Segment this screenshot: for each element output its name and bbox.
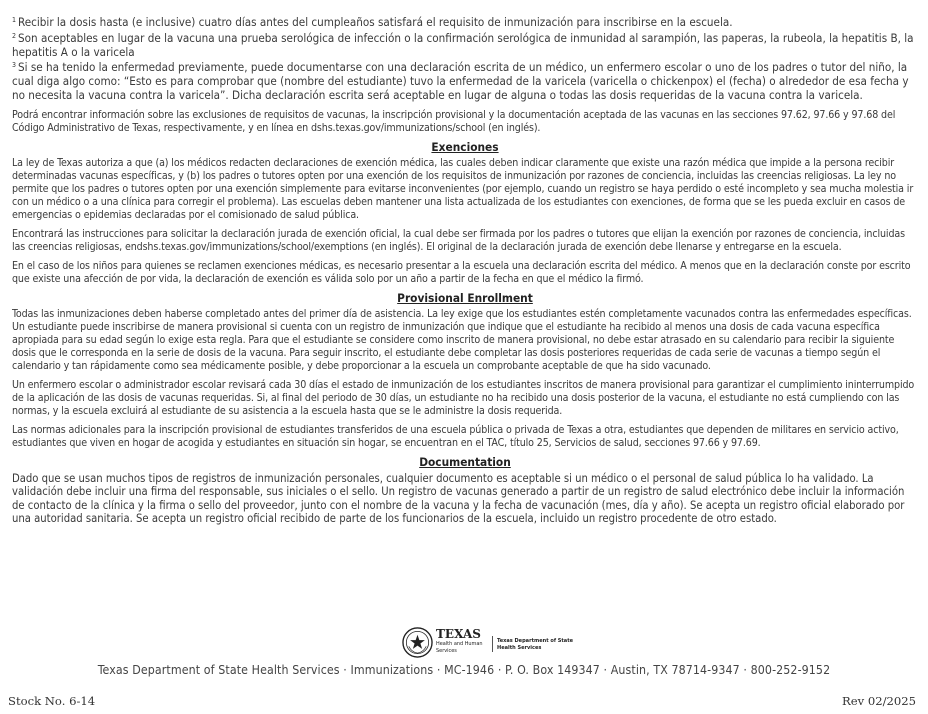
paragraph: La ley de Texas autoriza a que (a) los médicos redacten declaraciones de exención médica, las cuales deben indicar claramente que existe una razón médica que impide a la persona recibir determinadas vacunas específicas, y (b) los padres o tutores opten por una exención de los requisitos de inmunización por razones de conciencia, incluidas las creencias religiosas. La ley no permite que los padres o tutores opten por una exención simplemente para evitarse inconvenientes (por ejemplo, cuando un registro se haya perdido o esté incompleto y sea mucha molestia ir con un médico o a una clínica para corregir el problema). Las escuelas deben mantener una lista actualizada de los estudiantes con exenciones, de forma que se les pueda excluir en casos de emergencias o epidemias declaradas por el comisionado de salud pública. <box>12 156 914 221</box>
footnote-text: Recibir la dosis hasta (e inclusive) cuatro días antes del cumpleaños satisfará el requisito de inmunización para inscribirse en la escuela. <box>18 15 733 29</box>
paragraph: Las normas adicionales para la inscripción provisional de estudiantes transferidos de una escuela pública o privada de Texas a otra, estudiantes que dependen de militares en servicio activo, estudiantes que viven en hogar de acogida y estudiantes en situación sin hogar, se encuentran en el TAC, título 25, Servicios de salud, secciones 97.66 y 97.69. <box>12 423 899 449</box>
paragraph: Un enfermero escolar o administrador escolar revisará cada 30 días el estado de inmunización de los estudiantes inscritos de manera provisional para garantizar el cumplimiento ininterrumpido de la aplicación de las dosis de vacunas requeridas. Si, al final del periodo de 30 días, un estudiante no ha recibido una dosis posterior de la vacuna, el estudiante no está cumpliendo con las normas, y la escuela excluirá al estudiante de su asistencia a la escuela hasta que se le administre la dosis requerida. <box>12 378 915 417</box>
agency-logo <box>0 626 928 660</box>
logo-hhs-label: Health and Human Services <box>436 641 483 654</box>
paragraph: Todas las inmunizaciones deben haberse completado antes del primer día de asistencia. La ley exige que los estudiantes estén completamente vacunados contra las enfermedades específicas. Un estudiante puede inscribirse de manera provisional si cuenta con un registro de inmunización que indique que el estudiante ha recibido al menos una dosis de cada vacuna específica apropiada para su edad según lo exige esta regla. Para que el estudiante se considere como inscrito de manera provisional, no debe estar atrasado en su calendario para recibir la siguiente dosis que le corresponda en la serie de dosis de la vacuna. Para seguir inscrito, el estudiante debe completar las dosis posteriores requeridas de cada serie de vacunas a tiempo según el calendario y tan rápidamente como sea médicamente posible, y debe proporcionar a la escuela un comprobante aceptable de que ha sido vacunado. <box>12 307 912 372</box>
footnote-mark: 1 <box>12 16 17 24</box>
footnote-text: Si se ha tenido la enfermedad previamente, puede documentarse con una declaración escrita de un médico, un enfermero escolar o uno de los padres o tutor del niño, la cual diga algo como: “Esto es para comprobar que (nombre del estudiante) tuvo la enfermedad de la varicela (varicella o chickenpox) el (fecha) o alrededor de esa fecha y no necesita la vacuna contra la varicela”. Dicha declaración escrita será aceptable en lugar de alguna o todas las dosis requeridas de la vacuna contra la varicela. <box>12 60 909 102</box>
footer-address: Texas Department of State Health Services · Immunizations · MC-1946 · P. O. Box 149347 · Austin, TX 78714-9347 · 800-252-9152 <box>97 663 831 677</box>
logo-divider <box>492 636 493 652</box>
stock-number: Stock No. 6-14 <box>8 694 96 708</box>
paragraph: Dado que se usan muchos tipos de registros de inmunización personales, cualquier documento es aceptable si un médico o el personal de salud pública lo ha validado. La validación debe incluir una firma del responsable, sus iniciales o el sello. Un registro de vacunas generado a partir de un registro de salud electrónico debe incluir la información de contacto de la clínica y la firma o sello del proveedor, junto con el nombre de la vacuna y la fecha de vacunación (mes, día y año). Se acepta un registro oficial elaborado por una autoridad sanitaria. Se acepta un registro oficial recibido de parte de los funcionarios de la escuela, incluido un registro procedente de otro estado. <box>12 471 905 525</box>
revision-date: Rev 02/2025 <box>842 694 916 708</box>
logo-texas-wordmark: TEXAS <box>436 627 481 641</box>
logo-dshs-label: Texas Department of State Health Services <box>497 638 574 651</box>
footnote-3 <box>12 59 918 102</box>
footnote-1 <box>12 14 918 30</box>
intro-paragraph: Podrá encontrar información sobre las exclusiones de requisitos de vacunas, la inscripción provisional y la documentación aceptada de las vacunas en las secciones 97.62, 97.66 y 97.68 del Código Administrativo de Texas, respectivamente, y en línea en dshs.texas.gov/immunizations/school (en inglés). <box>12 108 896 134</box>
footnote-mark: 2 <box>12 31 17 40</box>
footnote-2 <box>12 30 918 60</box>
footnote-text: Son aceptables en lugar de la vacuna una prueba serológica de infección o la confirmación serológica de inmunidad al sarampión, las paperas, la rubeola, la hepatitis B, la hepatitis A o la varicela <box>12 30 914 59</box>
section-heading-provisional-enrollment: Provisional Enrollment <box>397 290 533 305</box>
section-heading-exenciones: Exenciones <box>431 139 499 154</box>
texas-seal-icon <box>402 627 433 658</box>
section-heading-documentation: Documentation <box>419 454 511 469</box>
paragraph: Encontrará las instrucciones para solicitar la declaración jurada de exención oficial, la cual debe ser firmada por los padres o tutores que elijan la exención por razones de conciencia, incluidas las creencias religiosas, endshs.texas.gov/immunizations/school/exemptions (en inglés). El original de la declaración jurada de exención debe llenarse y entregarse en la escuela. <box>12 227 905 253</box>
footnote-mark: 3 <box>12 61 17 70</box>
document-body <box>12 14 918 525</box>
paragraph: En el caso de los niños para quienes se reclamen exenciones médicas, es necesario presentar a la escuela una declaración escrita del médico. A menos que en la declaración conste por escrito que existe una afección de por vida, la declaración de exención es válida solo por un año a partir de la fecha en que el médico la firmó. <box>12 259 911 285</box>
